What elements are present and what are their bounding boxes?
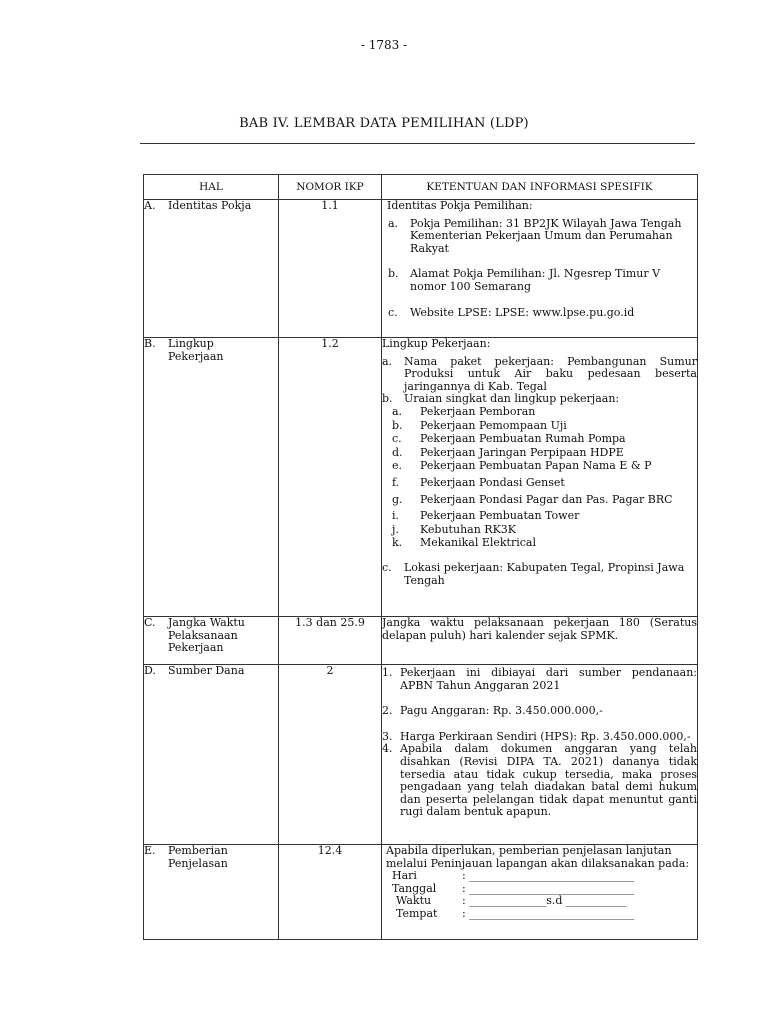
page-title: BAB IV. LEMBAR DATA PEMILIHAN (LDP) [239, 116, 529, 131]
hal-label: Pemberian Penjelasan [168, 844, 228, 870]
spec-intro: Identitas Pokja Pemilihan: [387, 199, 533, 212]
field-blank: : ______________________________ [462, 906, 635, 920]
list-text: Website LPSE: LPSE: www.lpse.pu.go.id [410, 305, 635, 319]
list-marker: j. [392, 522, 399, 536]
list-item [382, 562, 697, 587]
row-letter: C. [144, 616, 156, 629]
ldp-table [143, 174, 698, 940]
sublist-item [382, 524, 697, 537]
ikp-cell: 1.2 [279, 338, 382, 617]
hal-cell [144, 845, 279, 940]
field-blank: : ______________s.d ___________ [462, 894, 627, 908]
sublist-item [382, 433, 697, 446]
spec-cell [382, 200, 698, 338]
field-label: Tempat [396, 906, 438, 920]
list-text: Pekerjaan Pembuatan Tower [420, 509, 580, 523]
spec-cell [382, 845, 698, 940]
list-text: Apabila dalam dokumen anggaran yang telah disahkan (Revisi DIPA TA. 2021) dananya tidak tersedia atau tidak cukup tersedia, maka proses pengadaan yang telah diadakan batal demi hukum dan peserta pelelangan tidak dapat menuntut ganti rugi dalam bentuk apapun. [400, 742, 697, 819]
list-item [382, 667, 697, 692]
list-marker: 3. [382, 729, 393, 743]
table-row [144, 845, 698, 940]
list-marker: a. [388, 216, 399, 230]
sublist-item [382, 510, 697, 523]
list-text: Pekerjaan ini dibiayai dari sumber pendanaan: APBN Tahun Anggaran 2021 [400, 666, 697, 692]
field-blank: : ______________________________ [462, 869, 635, 883]
list-item [382, 268, 697, 293]
ikp-cell: 2 [279, 665, 382, 845]
table-row [144, 617, 698, 665]
list-text: Pekerjaan Pembuatan Papan Nama E & P [420, 459, 652, 473]
list-marker: 4. [382, 742, 393, 756]
list-item [382, 743, 697, 819]
list-text: Uraian singkat dan lingkup pekerjaan: [404, 392, 620, 406]
list-text: Mekanikal Elektrical [420, 536, 536, 550]
list-text: Pekerjaan Jaringan Perpipaan HDPE [420, 445, 624, 459]
sublist-item [382, 406, 697, 419]
hal-cell [144, 200, 279, 338]
list-item [382, 705, 697, 718]
table-row [144, 665, 698, 845]
ikp-cell: 12.4 [279, 845, 382, 940]
spec-text: Apabila diperlukan, pemberian penjelasan lanjutan melalui Peninjauan lapangan akan dilaksanakan pada: [386, 844, 690, 870]
ikp-cell: 1.1 [279, 200, 382, 338]
hal-label: Sumber Dana [168, 664, 245, 677]
list-text: Nama paket pekerjaan: Pembangunan Sumur Produksi untuk Air baku pedesaan beserta jaringannya di Kab. Tegal [404, 354, 697, 393]
scope-sublist [382, 406, 697, 550]
row-letter: D. [144, 664, 156, 677]
list-text: Pokja Pemilihan: 31 BP2JK Wilayah Jawa Tengah Kementerian Pekerjaan Umum dan Perumahan Rakyat [410, 216, 682, 255]
field-label: Hari [392, 869, 417, 883]
list-item [382, 307, 697, 320]
list-item [382, 356, 697, 394]
title-divider [140, 143, 695, 144]
hal-cell [144, 617, 279, 665]
header-hal: HAL [144, 175, 279, 200]
table-header-row [144, 175, 698, 200]
form-field-hari [392, 870, 697, 883]
sublist-item [382, 460, 697, 473]
field-blank: : ______________________________ [462, 881, 635, 895]
list-marker: e. [392, 459, 403, 473]
list-text: Pekerjaan Pembuatan Rumah Pompa [420, 432, 626, 446]
header-nomor-ikp: NOMOR IKP [279, 175, 382, 200]
list-text: Kebutuhan RK3K [420, 522, 517, 536]
spec-text: Jangka waktu pelaksanaan pekerjaan 180 (Seratus delapan puluh) hari kalender sejak SPMK. [382, 616, 697, 642]
spec-cell [382, 338, 698, 617]
sublist-item [382, 494, 697, 507]
list-text: Pekerjaan Pemboran [420, 404, 536, 418]
list-marker: a. [392, 404, 403, 418]
hal-cell [144, 338, 279, 617]
spec-cell [382, 665, 698, 845]
hal-label: Jangka Waktu Pelaksanaan Pekerjaan [168, 616, 245, 655]
header-ketentuan: KETENTUAN DAN INFORMASI SPESIFIK [382, 175, 698, 200]
field-label: Waktu [396, 894, 432, 908]
table-row [144, 338, 698, 617]
list-text: Pekerjaan Pondasi Pagar dan Pas. Pagar BRC [420, 492, 673, 506]
sublist-item [382, 477, 697, 490]
list-text: Alamat Pokja Pemilihan: Jl. Ngesrep Timur V nomor 100 Semarang [410, 267, 661, 293]
hal-cell [144, 665, 279, 845]
list-marker: c. [382, 560, 392, 574]
hal-label: Lingkup Pekerjaan [168, 337, 224, 363]
list-marker: c. [392, 432, 402, 446]
sublist-item [382, 537, 697, 550]
list-marker: 2. [382, 704, 393, 718]
list-marker: k. [392, 536, 403, 550]
list-text: Pagu Anggaran: Rp. 3.450.000.000,- [400, 704, 603, 718]
spec-intro: Lingkup Pekerjaan: [382, 337, 491, 350]
page-number: - 1783 - [360, 38, 408, 52]
list-text: Lokasi pekerjaan: Kabupaten Tegal, Propinsi Jawa Tengah [404, 560, 685, 587]
list-marker: d. [392, 445, 403, 459]
row-letter: B. [144, 337, 156, 350]
field-label: Tanggal [392, 881, 437, 895]
list-marker: 1. [382, 666, 393, 679]
sublist-item [382, 420, 697, 433]
list-marker: i. [392, 509, 400, 523]
table-row [144, 200, 698, 338]
row-letter: E. [144, 844, 156, 857]
row-letter: A. [144, 199, 156, 212]
list-text: Harga Perkiraan Sendiri (HPS): Rp. 3.450.000.000,- [400, 729, 691, 743]
hal-label: Identitas Pokja [168, 199, 252, 212]
list-marker: b. [382, 392, 393, 406]
ikp-cell: 1.3 dan 25.9 [279, 617, 382, 665]
sublist-item [382, 447, 697, 460]
list-marker: c. [388, 305, 398, 319]
list-marker: f. [392, 475, 400, 489]
list-text: Pekerjaan Pondasi Genset [420, 475, 565, 489]
list-marker: g. [392, 492, 403, 506]
list-item [382, 218, 697, 256]
list-marker: b. [392, 418, 403, 432]
form-field-tempat [392, 908, 697, 921]
list-marker: b. [388, 267, 399, 281]
list-text: Pekerjaan Pemompaan Uji [420, 418, 567, 432]
spec-cell [382, 617, 698, 665]
list-marker: a. [382, 354, 393, 368]
